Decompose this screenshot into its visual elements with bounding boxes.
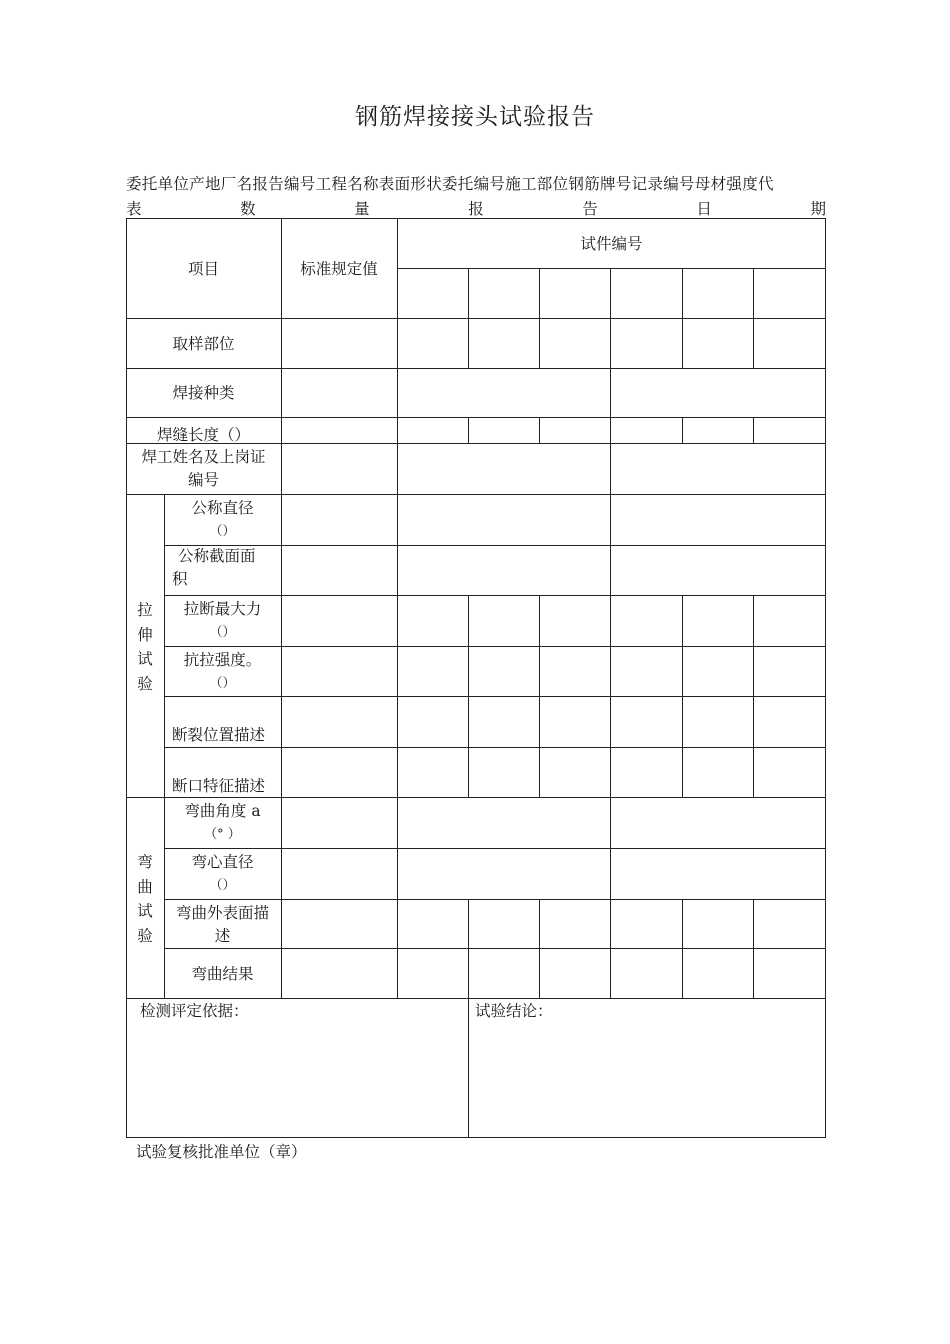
header-char: 告: [582, 200, 598, 218]
row-label-line: （）: [209, 878, 236, 893]
row-label-line: 公称直径: [191, 499, 254, 517]
row-label-nominal-diameter: [164, 497, 281, 543]
row-label-line: 拉断最大力: [183, 600, 262, 618]
group-char: 验: [137, 926, 153, 945]
row-label-line: （° ）: [204, 827, 241, 842]
row-label-tensile-strength: [164, 649, 281, 695]
row-label-line: 积: [172, 570, 188, 588]
report-header-fields-line2: [126, 197, 826, 219]
group-char: 验: [137, 674, 153, 693]
row-label-line: 抗拉强度。: [183, 651, 262, 669]
row-label-bend-surface: [164, 902, 281, 948]
test-conclusion-label: 试验结论：: [475, 1002, 553, 1020]
group-char: 试: [137, 650, 153, 668]
row-label-line: 弯曲外表面描: [175, 904, 269, 922]
group-char: 伸: [137, 625, 153, 644]
row-label-mandrel-diameter: [164, 851, 281, 897]
row-label-weld-type: 焊接种类: [172, 384, 235, 402]
row-label-line: 弯曲角度 a: [184, 802, 261, 820]
group-char: 拉: [137, 601, 153, 619]
header-char: 报: [468, 200, 484, 218]
row-label-line: （）: [209, 524, 236, 539]
row-label-sampling-location: 取样部位: [172, 335, 235, 353]
header-char: 期: [810, 200, 826, 218]
header-char: 数: [240, 200, 256, 218]
group-char: 弯: [137, 853, 153, 871]
row-label-fracture-location: 断裂位置描述: [172, 726, 266, 744]
header-char: 日: [696, 200, 712, 218]
evaluation-basis-label: 检测评定依据：: [140, 1002, 249, 1020]
row-label-fracture-feature: 断口特征描述: [172, 777, 266, 795]
approval-unit-line: 试验复核批准单位（章）: [136, 1143, 307, 1161]
row-label-line: 编号: [187, 471, 219, 489]
row-label-bend-result: 弯曲结果: [191, 965, 254, 983]
column-header-standard: 标准规定值: [300, 260, 378, 278]
report-header-fields-line1: 委托单位产地厂名报告编号工程名称表面形状委托编号施工部位钢筋牌号记录编号母材强度代: [126, 175, 774, 193]
page-title: 钢筋焊接接头试验报告: [355, 104, 595, 130]
column-header-specimen-number: 试件编号: [580, 235, 643, 253]
header-char: 量: [354, 200, 370, 218]
row-label-bend-angle: [164, 800, 281, 846]
row-label-max-force: [164, 598, 281, 644]
group-char: 曲: [137, 877, 153, 896]
row-label-line: （）: [209, 676, 236, 691]
column-header-item: 项目: [187, 260, 219, 278]
row-label-weld-length: 焊缝长度（）: [156, 426, 250, 444]
group-char: 试: [137, 902, 153, 920]
header-char: 表: [126, 200, 142, 218]
row-label-welder-name: [126, 446, 281, 492]
group-label-bend-test: [126, 850, 164, 948]
group-label-tensile-test: [126, 598, 164, 696]
row-label-nominal-area: [164, 545, 281, 591]
row-label-line: （）: [209, 625, 236, 640]
row-label-line: 述: [214, 927, 231, 945]
row-label-line: 公称截面面: [178, 547, 256, 565]
row-label-line: 焊工姓名及上岗证: [141, 448, 266, 466]
row-label-line: 弯心直径: [191, 853, 254, 871]
